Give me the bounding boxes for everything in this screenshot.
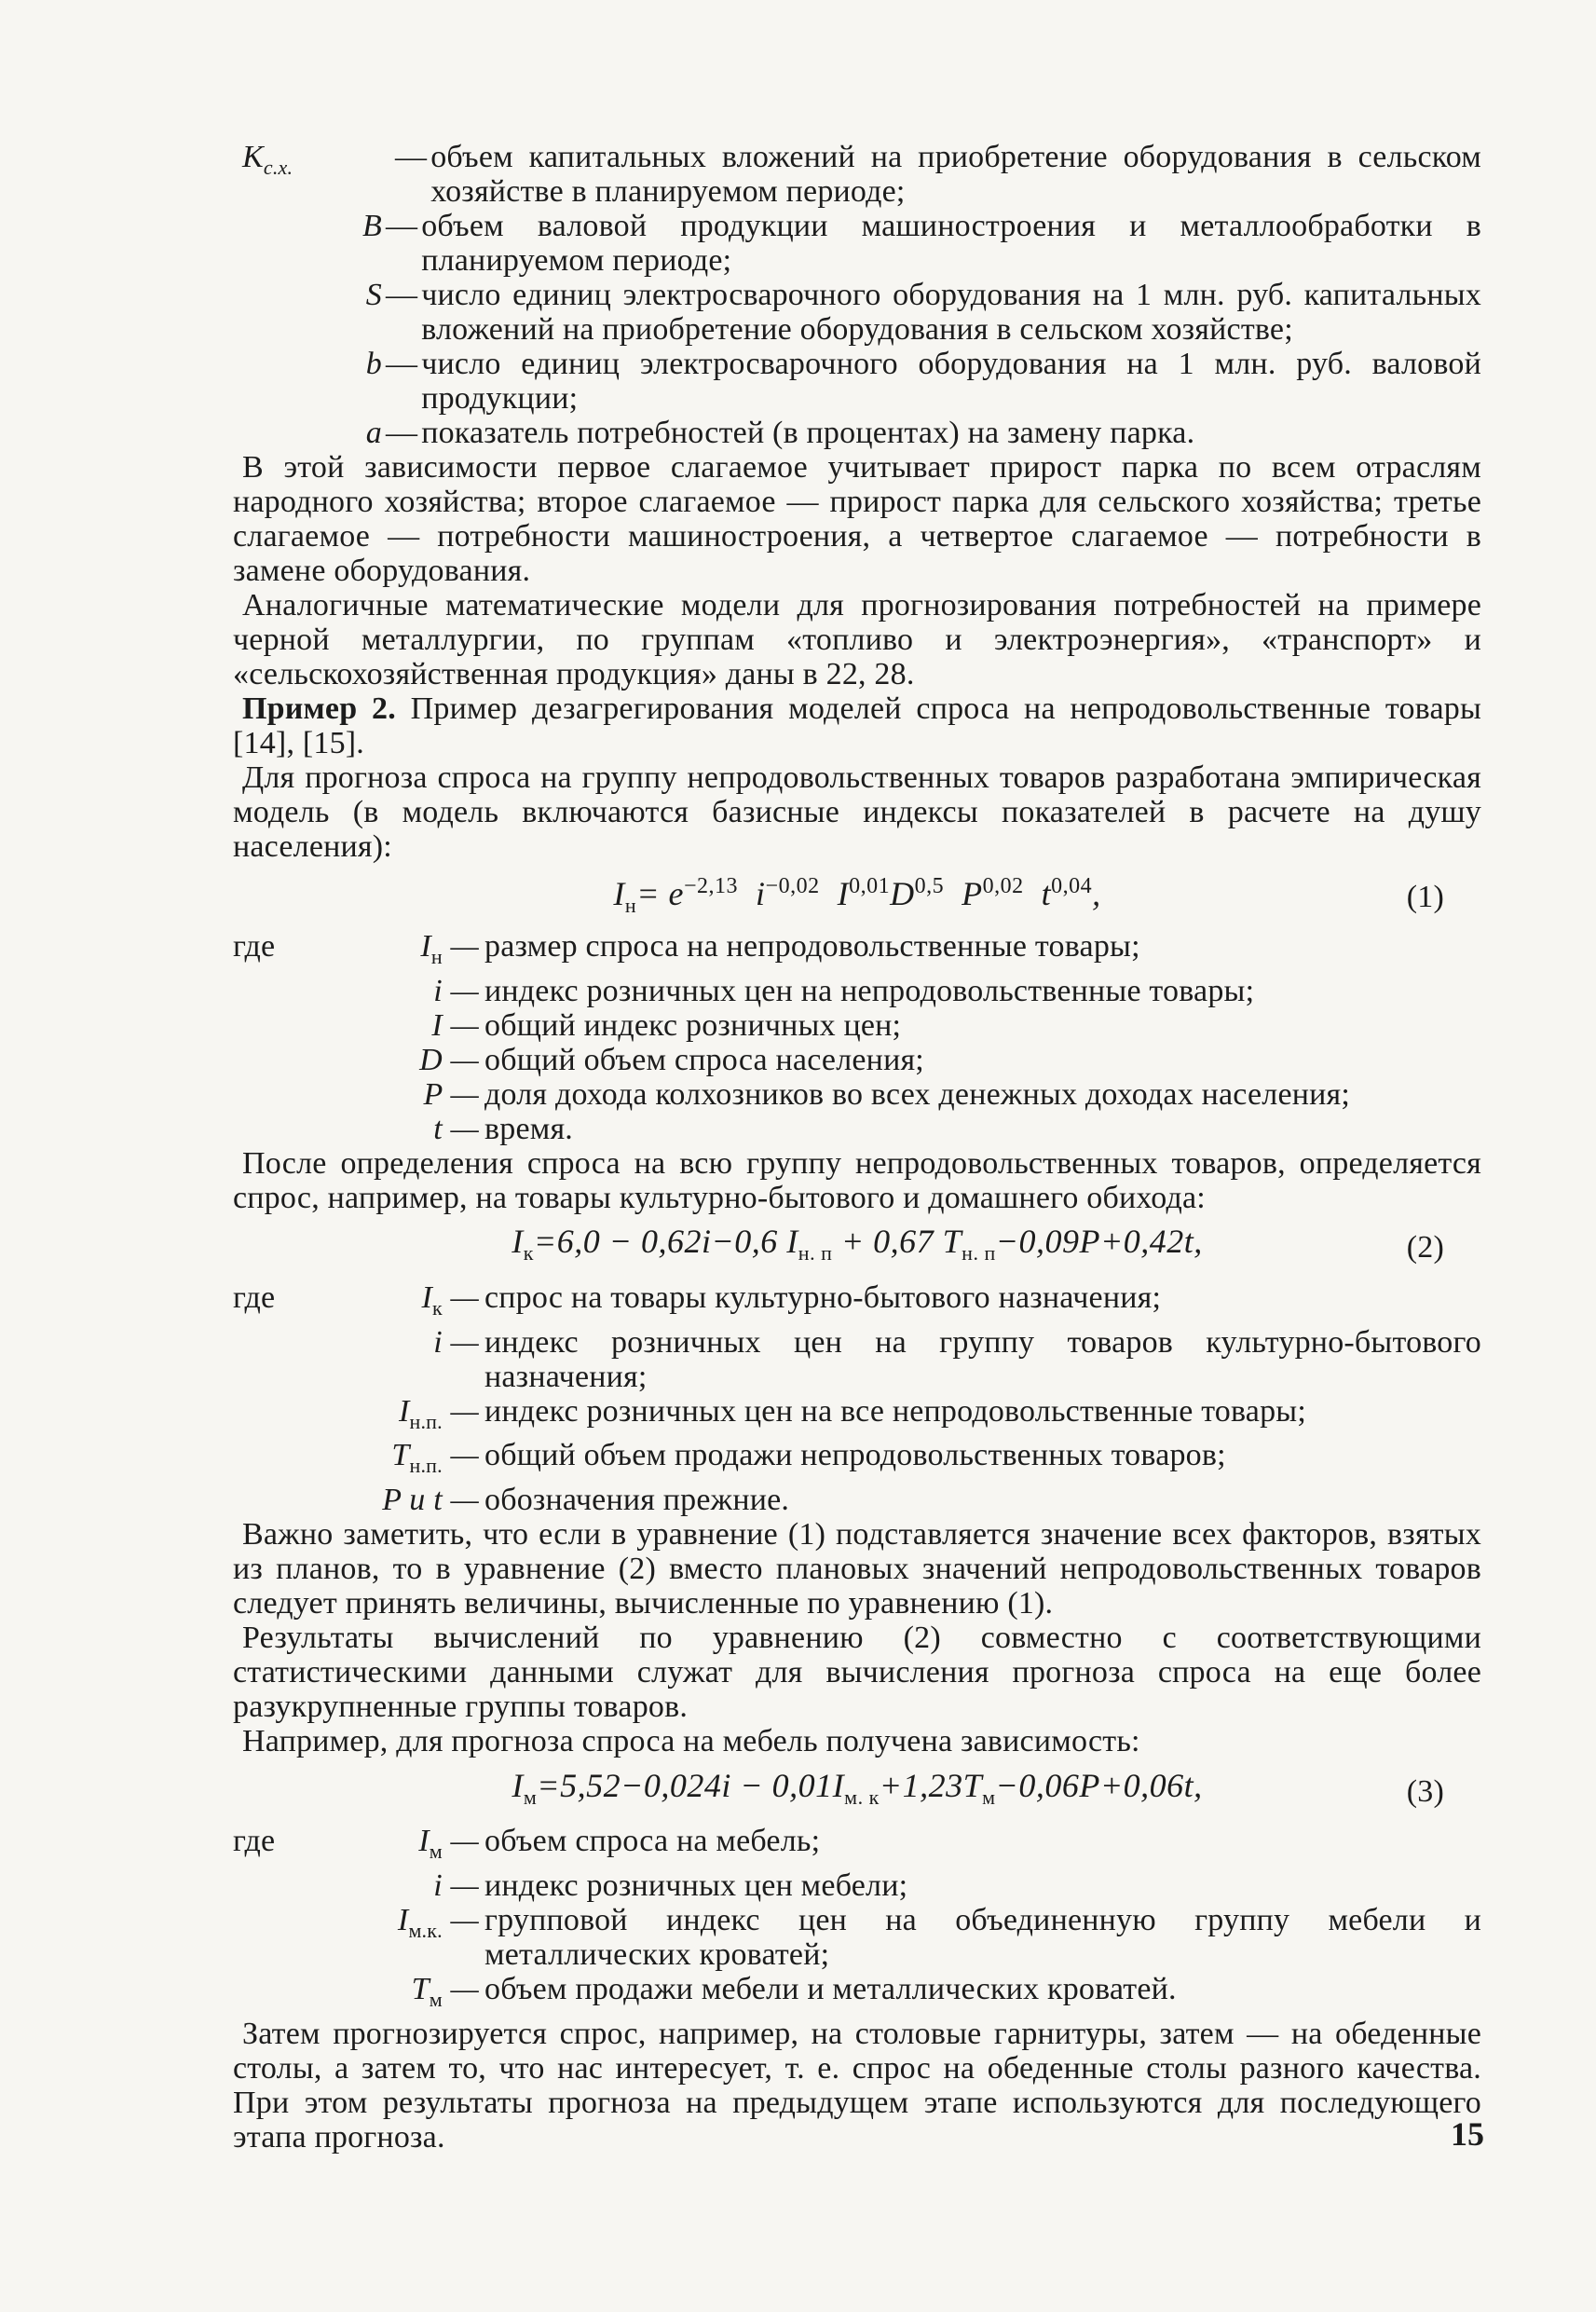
definition-text: индекс розничных цен мебели; [484,1867,908,1903]
symbol: $K_{с.х.}$ [242,140,293,179]
paragraph: Пример 2. Пример дезагрегирования моделей спроса на непродовольственные товары [14], [15]. [233,691,1482,760]
dash: — [386,416,418,450]
definition-text: спрос на товары культурно-бытового назначения; [484,1279,1162,1315]
symbol: P и t — [382,1483,479,1518]
symbol: i — [433,973,479,1008]
example-label: Пример 2. [242,691,396,726]
definition-text: обозначения прежние. [484,1483,790,1518]
symbol: $I_к$ — [421,1279,479,1320]
paragraph: После определения спроса на всю группу непродовольственных товаров, определяется спрос, например, на товары культурно-бытового и домашнего обихода: [233,1145,1481,1215]
definition-text: индекс розничных цен на группу товаров культурно-бытового назначения; [484,1324,1481,1394]
symbol: t — [433,1111,479,1146]
definition-item [233,347,1481,416]
definitions-eq3 [233,1824,1481,2017]
equation-number: (1) [1406,879,1444,914]
definition-text: объем капитальных вложений на приобретение оборудования в сельском хозяйстве в планируемом периоде; [430,140,1481,209]
definition-item [233,209,1481,278]
symbol: $I_н$ — [420,929,479,968]
definition-text: общий индекс розничных цен; [484,1007,902,1043]
definition-text: групповой индекс цен на объединенную группу мебели и металлических кроватей; [484,1902,1481,1972]
where-label: где [233,1824,276,1859]
definitions-eq2 [233,1280,1481,1517]
symbol: D — [419,1042,479,1077]
where-label: где [233,929,276,964]
dash: — [386,347,418,381]
definition-text: число единиц электросварочного оборудования на 1 млн. руб. валовой продукции; [421,347,1481,416]
symbol: i — [433,1324,479,1360]
definition-text: индекс розничных цен на все непродовольственные товары; [484,1393,1306,1429]
definition-item [233,416,1481,450]
dash: — [386,278,418,312]
paragraph: Результаты вычислений по уравнению (2) совместно с соответствующими статистическими данными служат для вычисления прогноза спроса на еще более разукрупненные группы товаров. [233,1621,1481,1725]
symbol: $T_{н.п.}$ — [391,1438,479,1478]
definition-text: общий объем продажи непродовольственных товаров; [484,1438,1226,1473]
symbol: a [365,416,382,450]
definition-text: индекс розничных цен на непродовольственные товары; [484,973,1255,1008]
dash: — [395,140,428,174]
equation-formula: $I_к=6,0 - 0,62i-0,6$ $I_{н. п} + 0,67$ $T_{н. п}-0,09P+0,42t$, [512,1223,1203,1265]
definition-text: объем продажи мебели и металлических кроватей. [484,1971,1177,2006]
definition-text: объем спроса на мебель; [484,1824,821,1859]
definition-item [233,278,1481,347]
definitions-eq1 [233,929,1481,1146]
equation-number: (2) [1406,1230,1444,1265]
definition-text: общий объем спроса населения; [484,1042,924,1077]
symbol: I — [431,1007,479,1043]
equation-formula: $I_м=5,52-0,024i - 0,01I_{м. к}+1,23T_м-0,06P+0,06t$, [512,1766,1203,1809]
where-label: где [233,1279,276,1315]
paragraph: Затем прогнозируется спрос, например, на столовые гарнитуры, затем — на обеденные столы, а затем то, что нас интересует, т. е. спрос на обеденные столы разного качества. При этом результаты прогноза на предыдущем этапе используются для последующего этапа прогноза. [233,2016,1481,2155]
definition-text: число единиц электросварочного оборудования на 1 млн. руб. капитальных вложений на приобретение оборудования в сельском хозяйстве; [421,278,1481,347]
definition-text: время. [484,1111,573,1146]
paragraph: Важно заметить, что если в уравнение (1) подставляется значение всех факторов, взятых из планов, то в уравнение (2) вместо плановых значений непродовольственных товаров следует принять величины, вычисленные по уравнению (1). [233,1517,1481,1621]
definition-text: доля дохода колхозников во всех денежных доходах населения; [484,1076,1351,1112]
paragraph: Для прогноза спроса на группу непродовольственных товаров разработана эмпирическая модель (в модель включаются базисные индексы показателей в расчете на душу населения): [233,760,1481,864]
paragraph: В этой зависимости первое слагаемое учитывает прирост парка по всем отраслям народного хозяйства; второе слагаемое — прирост парка для сельского хозяйства; третье слагаемое — потребности машиностроения, а четвертое слагаемое — потребности в замене оборудования. [233,450,1481,588]
equation-1 [233,868,1481,925]
symbol: b [365,347,382,381]
symbol: S [365,278,382,312]
equation-number: (3) [1406,1773,1444,1809]
definition-item [233,140,1481,209]
definitions-top [233,140,1481,450]
symbol: $T_м$ — [411,1971,479,2011]
definition-text: показатель потребностей (в процентах) на замену парка. [421,416,1195,450]
page-number: 15 [1451,2115,1484,2153]
equation-formula: $I_н= e^{-2,13}$ $i^{-0,02}$ $I^{0,01}D^{0,5}$ P$^{0,02}$ $t^{0,04}$, [613,874,1101,918]
symbol: P — [423,1076,479,1112]
symbol: B [362,209,382,243]
paragraph: Например, для прогноза спроса на мебель получена зависимость: [242,1724,1140,1759]
paragraph: Аналогичные математические модели для прогнозирования потребностей на примере черной металлургии, по группам «топливо и электроэнергия», «транспорт» и «сельскохозяйственная продукция» даны в 22, 28. [233,588,1481,691]
symbol: $I_{н.п.}$ — [398,1393,479,1433]
equation-3 [233,1762,1481,1820]
definition-text: размер спроса на непродовольственные товары; [484,929,1140,964]
symbol: $I_м$ — [418,1824,479,1863]
symbol: $I_{м.к.}$ — [397,1902,479,1942]
dash: — [386,209,418,243]
page-content [233,140,1481,2155]
equation-2 [233,1219,1481,1277]
definition-text: объем валовой продукции машиностроения и металлообработки в планируемом периоде; [421,209,1481,278]
symbol: i — [433,1867,479,1903]
